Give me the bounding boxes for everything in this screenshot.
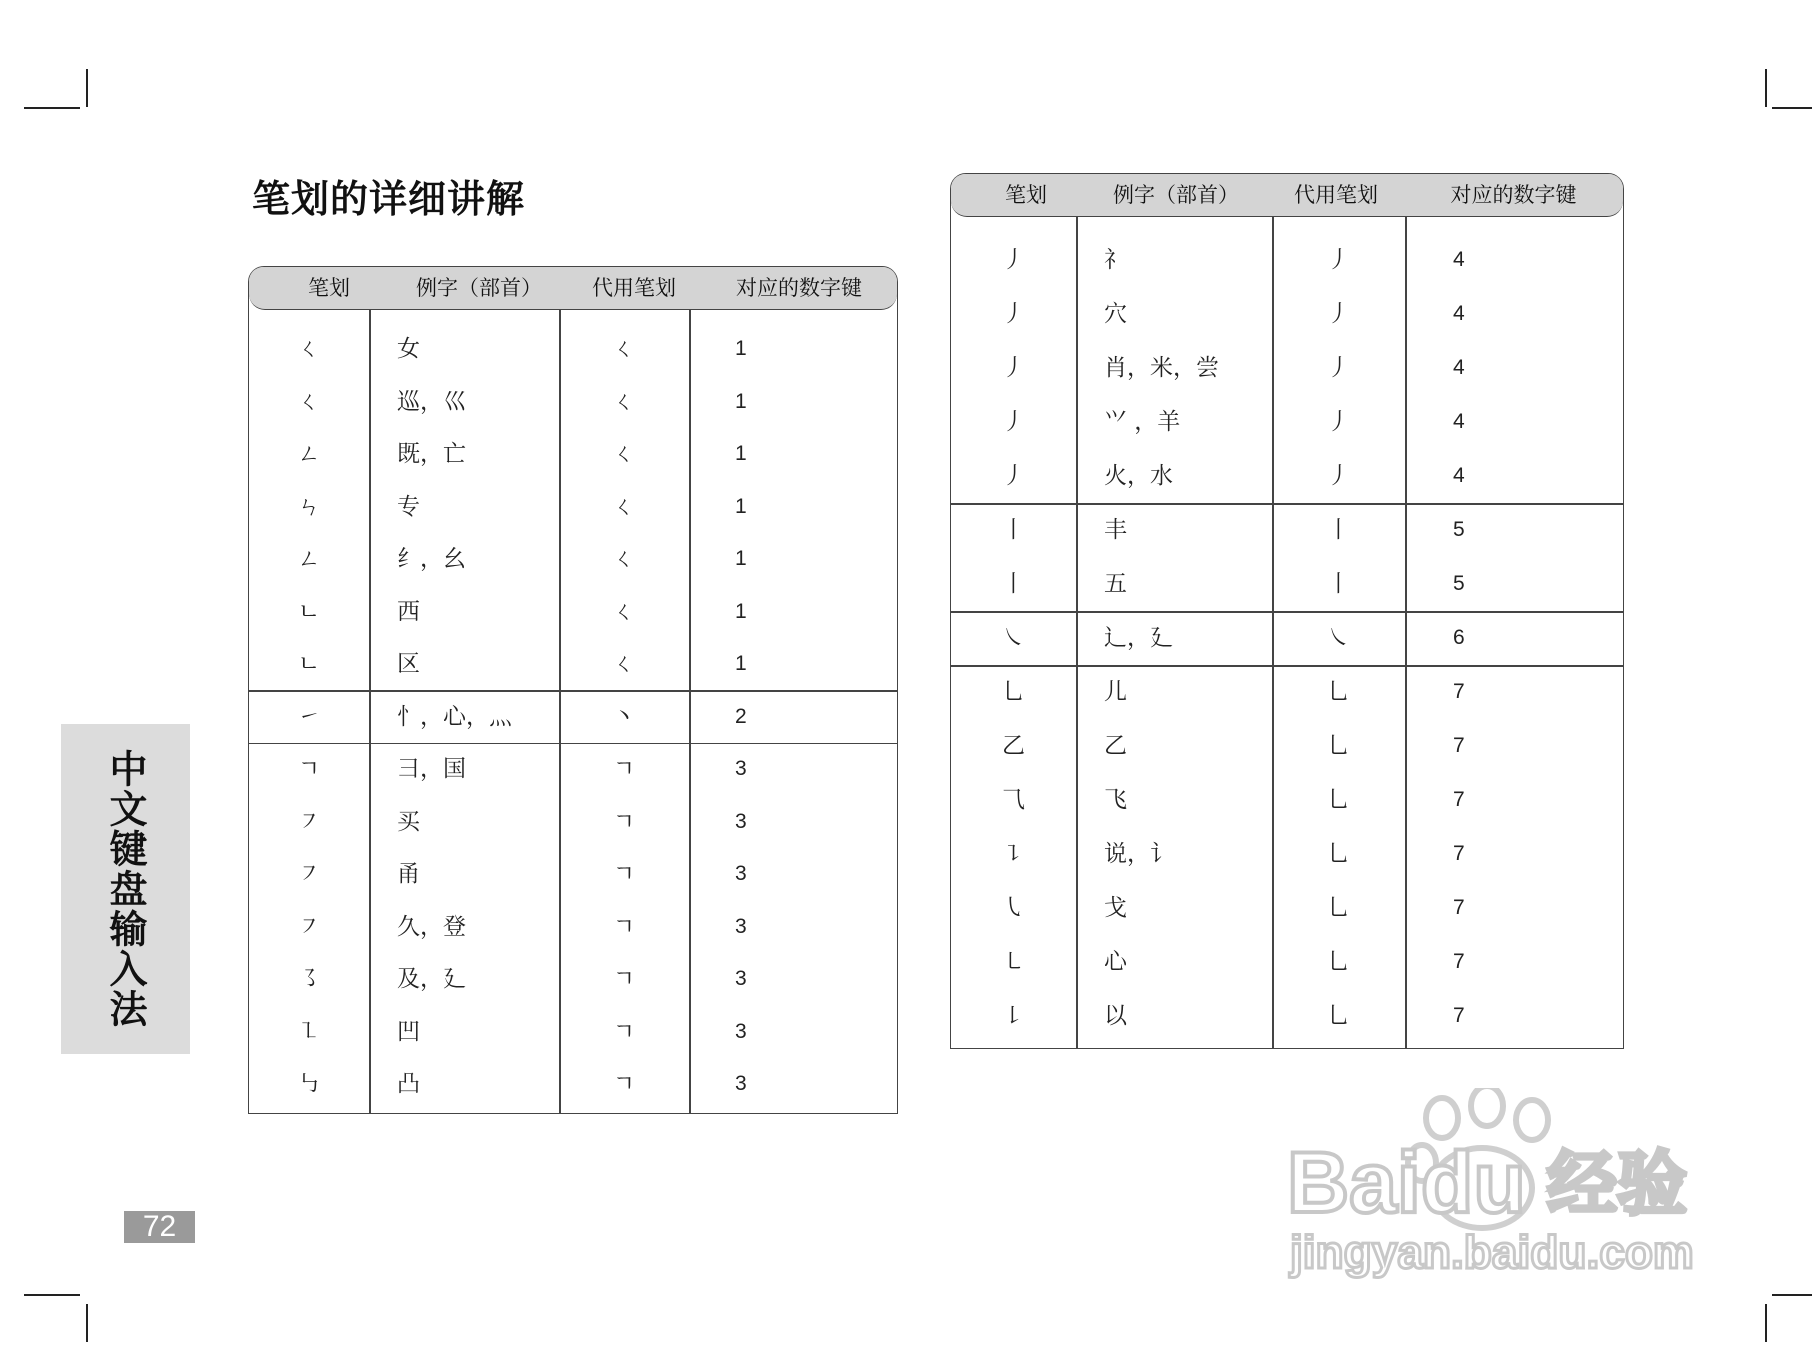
stroke-cell: ㄴ	[297, 598, 321, 625]
key-cell: 4	[1453, 248, 1465, 271]
key-cell: 4	[1453, 302, 1465, 325]
key-cell: 7	[1453, 1004, 1465, 1027]
example-cell: 五	[1104, 571, 1127, 597]
substitute-cell: ㄱ	[612, 808, 636, 835]
stroke-cell: ㄣ	[297, 493, 321, 520]
page-title: 笔划的详细讲解	[252, 177, 526, 221]
crop-mark	[1772, 1294, 1812, 1296]
example-cell: 以	[1104, 1003, 1127, 1029]
stroke-cell: ㇄	[1002, 949, 1025, 975]
substitute-cell: ㄱ	[612, 756, 636, 782]
example-cell: 儿	[1104, 679, 1127, 705]
substitute-cell: 乚	[1327, 787, 1350, 813]
example-cell: 火，水	[1104, 463, 1173, 489]
column-header: 代用笔划	[1294, 183, 1378, 207]
stroke-cell: ⺄	[1002, 787, 1025, 813]
key-cell: 3	[735, 809, 747, 833]
example-cell: ⺍ ，羊	[1104, 409, 1181, 435]
substitute-cell: ㄑ	[612, 336, 636, 362]
example-cell: 飞	[1104, 787, 1127, 813]
example-cell: 既，亡	[397, 441, 466, 467]
substitute-cell: 乚	[1327, 841, 1350, 867]
stroke-cell: ㄱ	[297, 756, 321, 782]
key-cell: 5	[1453, 518, 1465, 541]
example-cell: 及，廴	[397, 966, 466, 992]
watermark-url: jingyan.baidu.com	[1290, 1226, 1694, 1278]
key-cell: 1	[735, 599, 747, 623]
column-header: 对应的数字键	[1450, 183, 1577, 207]
substitute-cell: 丿	[1327, 301, 1350, 327]
example-cell: 戈	[1104, 895, 1127, 921]
key-cell: 5	[1453, 572, 1465, 595]
stroke-cell: ㇇	[297, 913, 321, 940]
key-cell: 1	[735, 547, 747, 570]
key-cell: 4	[1453, 410, 1465, 433]
substitute-cell: 乚	[1327, 895, 1350, 921]
example-cell: 女	[397, 336, 420, 362]
example-cell: 纟，幺	[397, 546, 466, 572]
column-header: 笔划	[308, 276, 350, 300]
key-cell: 7	[1453, 842, 1465, 865]
substitute-cell: ㇏	[1327, 625, 1350, 651]
column-divider	[689, 309, 691, 1113]
stroke-cell: ㇇	[297, 808, 321, 835]
page-number: 72	[124, 1211, 195, 1243]
substitute-cell: ㄱ	[612, 1018, 636, 1045]
side-tab-label: 中文键盘输入法	[103, 749, 148, 1029]
group-divider	[951, 611, 1623, 613]
group-divider	[951, 503, 1623, 505]
substitute-cell: ㄑ	[612, 546, 636, 572]
substitute-cell: ㄑ	[612, 441, 636, 467]
substitute-cell: 丨	[1327, 571, 1350, 597]
key-cell: 1	[735, 494, 747, 518]
group-divider	[249, 743, 897, 745]
substitute-cell: ㄱ	[612, 861, 636, 887]
crop-mark	[86, 1304, 88, 1342]
example-cell: 巡，巛	[397, 388, 466, 415]
group-divider	[249, 690, 897, 692]
key-cell: 7	[1453, 788, 1465, 811]
stroke-cell: ㄑ	[297, 336, 321, 362]
example-cell: 辶，廴	[1104, 625, 1173, 651]
substitute-cell: ㄱ	[612, 966, 636, 992]
crop-mark	[1772, 107, 1812, 109]
stroke-cell: ㄑ	[297, 388, 321, 415]
example-cell: 肖，米，尝	[1104, 355, 1219, 381]
example-cell: 买	[397, 808, 420, 835]
key-cell: 7	[1453, 734, 1465, 757]
example-cell: 凸	[397, 1071, 420, 1097]
key-cell: 6	[1453, 626, 1465, 649]
substitute-cell: ㄑ	[612, 388, 636, 415]
substitute-cell: 乚	[1327, 679, 1350, 705]
stroke-cell: 丿	[1002, 463, 1025, 489]
key-cell: 1	[735, 337, 747, 360]
stroke-cell: 丨	[1002, 571, 1025, 597]
stroke-table-right	[950, 173, 1624, 1049]
example-cell: 丰	[1104, 517, 1127, 543]
substitute-cell: 乚	[1327, 949, 1350, 975]
substitute-cell: 乚	[1327, 733, 1350, 759]
key-cell: 4	[1453, 356, 1465, 379]
key-cell: 2	[735, 704, 747, 728]
stroke-cell: 丿	[1002, 301, 1025, 327]
substitute-cell: ㄱ	[612, 1071, 636, 1097]
example-cell: 说，讠	[1104, 841, 1173, 867]
stroke-table-left	[248, 266, 898, 1114]
key-cell: 3	[735, 1019, 747, 1043]
stroke-cell: ㇌	[297, 966, 321, 992]
stroke-cell: 丿	[1002, 355, 1025, 381]
table-header	[249, 267, 897, 310]
column-header: 对应的数字键	[736, 276, 862, 300]
substitute-cell: 丿	[1327, 247, 1350, 273]
substitute-cell: 丶	[612, 703, 636, 730]
stroke-cell: 丿	[1002, 247, 1025, 273]
example-cell: 凹	[397, 1018, 420, 1045]
example-cell: 彐，国	[397, 756, 466, 782]
column-header: 例字（部首）	[1113, 183, 1239, 207]
key-cell: 7	[1453, 950, 1465, 973]
stroke-cell: 丿	[1002, 409, 1025, 435]
substitute-cell: ㄑ	[612, 598, 636, 625]
column-header: 笔划	[1005, 183, 1047, 207]
substitute-cell: 丿	[1327, 463, 1350, 489]
stroke-cell: ㄥ	[297, 546, 321, 572]
example-cell: 忄，心，灬	[397, 703, 512, 730]
stroke-cell: ㇉	[297, 1071, 321, 1097]
table-header	[951, 174, 1623, 217]
stroke-cell: ㇏	[1002, 625, 1025, 651]
stroke-cell: ㇊	[1002, 841, 1025, 867]
example-cell: 礻	[1104, 247, 1127, 273]
stroke-cell: 丨	[1002, 517, 1025, 543]
side-tab	[61, 724, 190, 1054]
key-cell: 1	[735, 389, 747, 413]
substitute-cell: ㄱ	[612, 913, 636, 940]
substitute-cell: 乚	[1327, 1003, 1350, 1029]
stroke-cell: ㇂	[1002, 895, 1025, 921]
crop-mark	[24, 1294, 80, 1296]
key-cell: 3	[735, 862, 747, 885]
example-cell: 区	[397, 651, 420, 677]
column-divider	[369, 309, 371, 1113]
substitute-cell: 丿	[1327, 409, 1350, 435]
column-header: 代用笔划	[592, 276, 676, 300]
crop-mark	[86, 69, 88, 107]
column-header: 例字（部首）	[416, 276, 542, 300]
stroke-cell: ㄴ	[297, 651, 321, 677]
key-cell: 1	[735, 652, 747, 675]
example-cell: 心	[1104, 949, 1127, 975]
substitute-cell: 丿	[1327, 355, 1350, 381]
stroke-cell: 乙	[1002, 733, 1025, 759]
example-cell: 久，登	[397, 913, 466, 940]
example-cell: 甬	[397, 861, 420, 887]
key-cell: 3	[735, 1072, 747, 1095]
watermark-brand-cn: 经验	[1547, 1143, 1687, 1225]
example-cell: 专	[397, 493, 420, 520]
key-cell: 3	[735, 757, 747, 780]
example-cell: 穴	[1104, 301, 1127, 327]
crop-mark	[24, 107, 80, 109]
stroke-cell: ㇀	[297, 703, 321, 730]
stroke-cell: ㄥ	[297, 441, 321, 467]
key-cell: 4	[1453, 464, 1465, 487]
key-cell: 3	[735, 967, 747, 990]
key-cell: 3	[735, 914, 747, 938]
watermark-brand: Baidu	[1287, 1135, 1526, 1231]
substitute-cell: 丨	[1327, 517, 1350, 543]
stroke-cell: ㇇	[297, 861, 321, 887]
column-divider	[1405, 216, 1407, 1048]
stroke-cell: ㇙	[1002, 1003, 1025, 1029]
stroke-cell: 乚	[1002, 679, 1025, 705]
group-divider	[951, 665, 1623, 667]
key-cell: 1	[735, 442, 747, 465]
baidu-watermark	[1282, 1088, 1718, 1288]
stroke-cell: ㇅	[297, 1018, 321, 1045]
crop-mark	[1765, 1304, 1767, 1342]
crop-mark	[1765, 69, 1767, 107]
key-cell: 7	[1453, 896, 1465, 919]
key-cell: 7	[1453, 680, 1465, 703]
example-cell: 西	[397, 598, 420, 625]
substitute-cell: ㄑ	[612, 651, 636, 677]
example-cell: 乙	[1104, 733, 1127, 759]
column-divider	[1076, 216, 1078, 1048]
substitute-cell: ㄑ	[612, 493, 636, 520]
